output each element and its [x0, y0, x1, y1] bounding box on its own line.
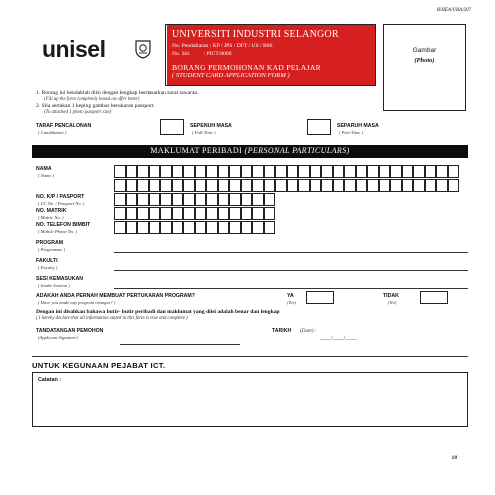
name-label: NAMA [36, 166, 52, 172]
part-time-checkbox[interactable] [307, 119, 331, 135]
name-input-cells-row2[interactable] [114, 179, 459, 192]
office-divider [32, 356, 468, 357]
transfer-no-checkbox[interactable] [420, 291, 448, 304]
office-notes-label: Catatan : [38, 377, 62, 383]
transfer-question-translation: ( Have you made any program changes? ) [38, 300, 116, 305]
candidature-label: TARAF PENCALONAN [36, 123, 92, 129]
full-time-sublabel: ( Full-Time ) [192, 130, 216, 135]
instruction-2-translation: (To attached 1 photo passport size) [44, 110, 112, 115]
ic-passport-input-cells[interactable] [114, 193, 275, 206]
section-title-english: (PERSONAL PARTICULARS) [244, 146, 350, 155]
applicant-signature-sublabel: (Applicant Signature) [38, 335, 78, 340]
part-time-label: SEPARUH MASA [337, 123, 379, 129]
unisel-logo: unisel [42, 36, 106, 62]
transfer-question: ADAKAH ANDA PERNAH MEMBUAT PERTUKARAN PROGRAM? [36, 293, 195, 299]
document-reference-code: R/HEA/URA/207 [436, 8, 471, 13]
office-use-title: UNTUK KEGUNAAN PEJABAT ICT. [32, 361, 166, 370]
mobile-phone-input-cells[interactable] [114, 221, 275, 234]
form-subtitle: ( STUDENT CARD APPLICATION FORM ) [172, 72, 290, 79]
mobile-phone-label: NO. TELEFON BIMBIT [36, 222, 91, 228]
form-title: BORANG PERMOHONAN KAD PELAJAR [172, 63, 321, 72]
matric-sublabel: ( Matric No. ) [38, 215, 64, 220]
yes-sublabel: (Yes) [287, 300, 297, 305]
no-label: TIDAK [383, 293, 399, 299]
photo-label: Gambar [412, 47, 437, 54]
registration-number: No. Pendaftaran : KP / JPS / DFT / US / B06 [172, 43, 273, 49]
ic-passport-sublabel: ( I/C No. / Passport No. ) [38, 201, 85, 206]
no-sublabel: (No) [388, 300, 397, 305]
photo-box[interactable] [383, 24, 466, 111]
intake-session-input-line[interactable] [114, 288, 468, 289]
date-label: TARIKH [272, 328, 292, 334]
intake-session-sublabel: ( Intake Session ) [38, 283, 70, 288]
faculty-input-line[interactable] [114, 270, 468, 271]
date-sublabel: (Date) : [300, 328, 317, 334]
applicant-signature-label: TANDATANGAN PEMOHON [36, 328, 104, 334]
office-notes-box[interactable] [32, 372, 468, 427]
part-time-sublabel: ( Part-Time ) [339, 130, 363, 135]
faculty-sublabel: ( Faculty ) [38, 265, 58, 270]
ic-passport-label: NO. K/P / PASPORT [36, 194, 85, 200]
full-time-checkbox[interactable] [160, 119, 184, 135]
section-title-malay: MAKLUMAT PERIBADI [150, 146, 245, 155]
programme-sublabel: ( Programme ) [38, 247, 66, 252]
instruction-1: 1. Borang ini hendaklah diisi dengan lengkap berdasarkan surat tawaran. [36, 90, 199, 96]
transfer-yes-checkbox[interactable] [306, 291, 334, 304]
full-time-label: SEPENUH MASA [190, 123, 232, 129]
yes-label: YA [287, 293, 294, 299]
page-number: 18 [451, 455, 457, 461]
name-sublabel: ( Name ) [38, 173, 55, 178]
date-input-blank[interactable]: ____/____/____ [320, 335, 357, 341]
matric-label: NO. MATRIK [36, 208, 67, 214]
name-input-cells[interactable] [114, 165, 459, 178]
instruction-2: 2. Sila sertakan 1 keping gambar berukuran passport. [36, 103, 155, 109]
intake-session-label: SESI KEMASUKAN [36, 276, 83, 282]
faculty-label: FAKULTI [36, 258, 58, 264]
applicant-signature-line[interactable] [120, 344, 240, 345]
university-name: UNIVERSITI INDUSTRI SELANGOR [172, 29, 339, 40]
programme-input-line[interactable] [114, 252, 468, 253]
programme-label: PROGRAM [36, 240, 64, 246]
declaration-text: Dengan ini disahkan bahawa butir- butir peribadi dan maklumat yang diisi adalah benar dan lengkap [36, 309, 280, 315]
serial-number: No. Siri : PICT/0000 [172, 51, 232, 57]
mobile-phone-sublabel: ( Mobile Phone No. ) [38, 229, 77, 234]
university-crest-icon [132, 38, 154, 60]
declaration-translation: ( I hereby declare that all information stated in this form is true and complete ) [36, 316, 188, 321]
photo-sublabel: (Photo) [414, 57, 435, 64]
candidature-sublabel: ( Candidature ) [38, 130, 67, 135]
matric-input-cells[interactable] [114, 207, 275, 220]
section-title [32, 146, 468, 155]
instruction-1-translation: (Fill up the form completely based on offer letter) [44, 97, 140, 102]
